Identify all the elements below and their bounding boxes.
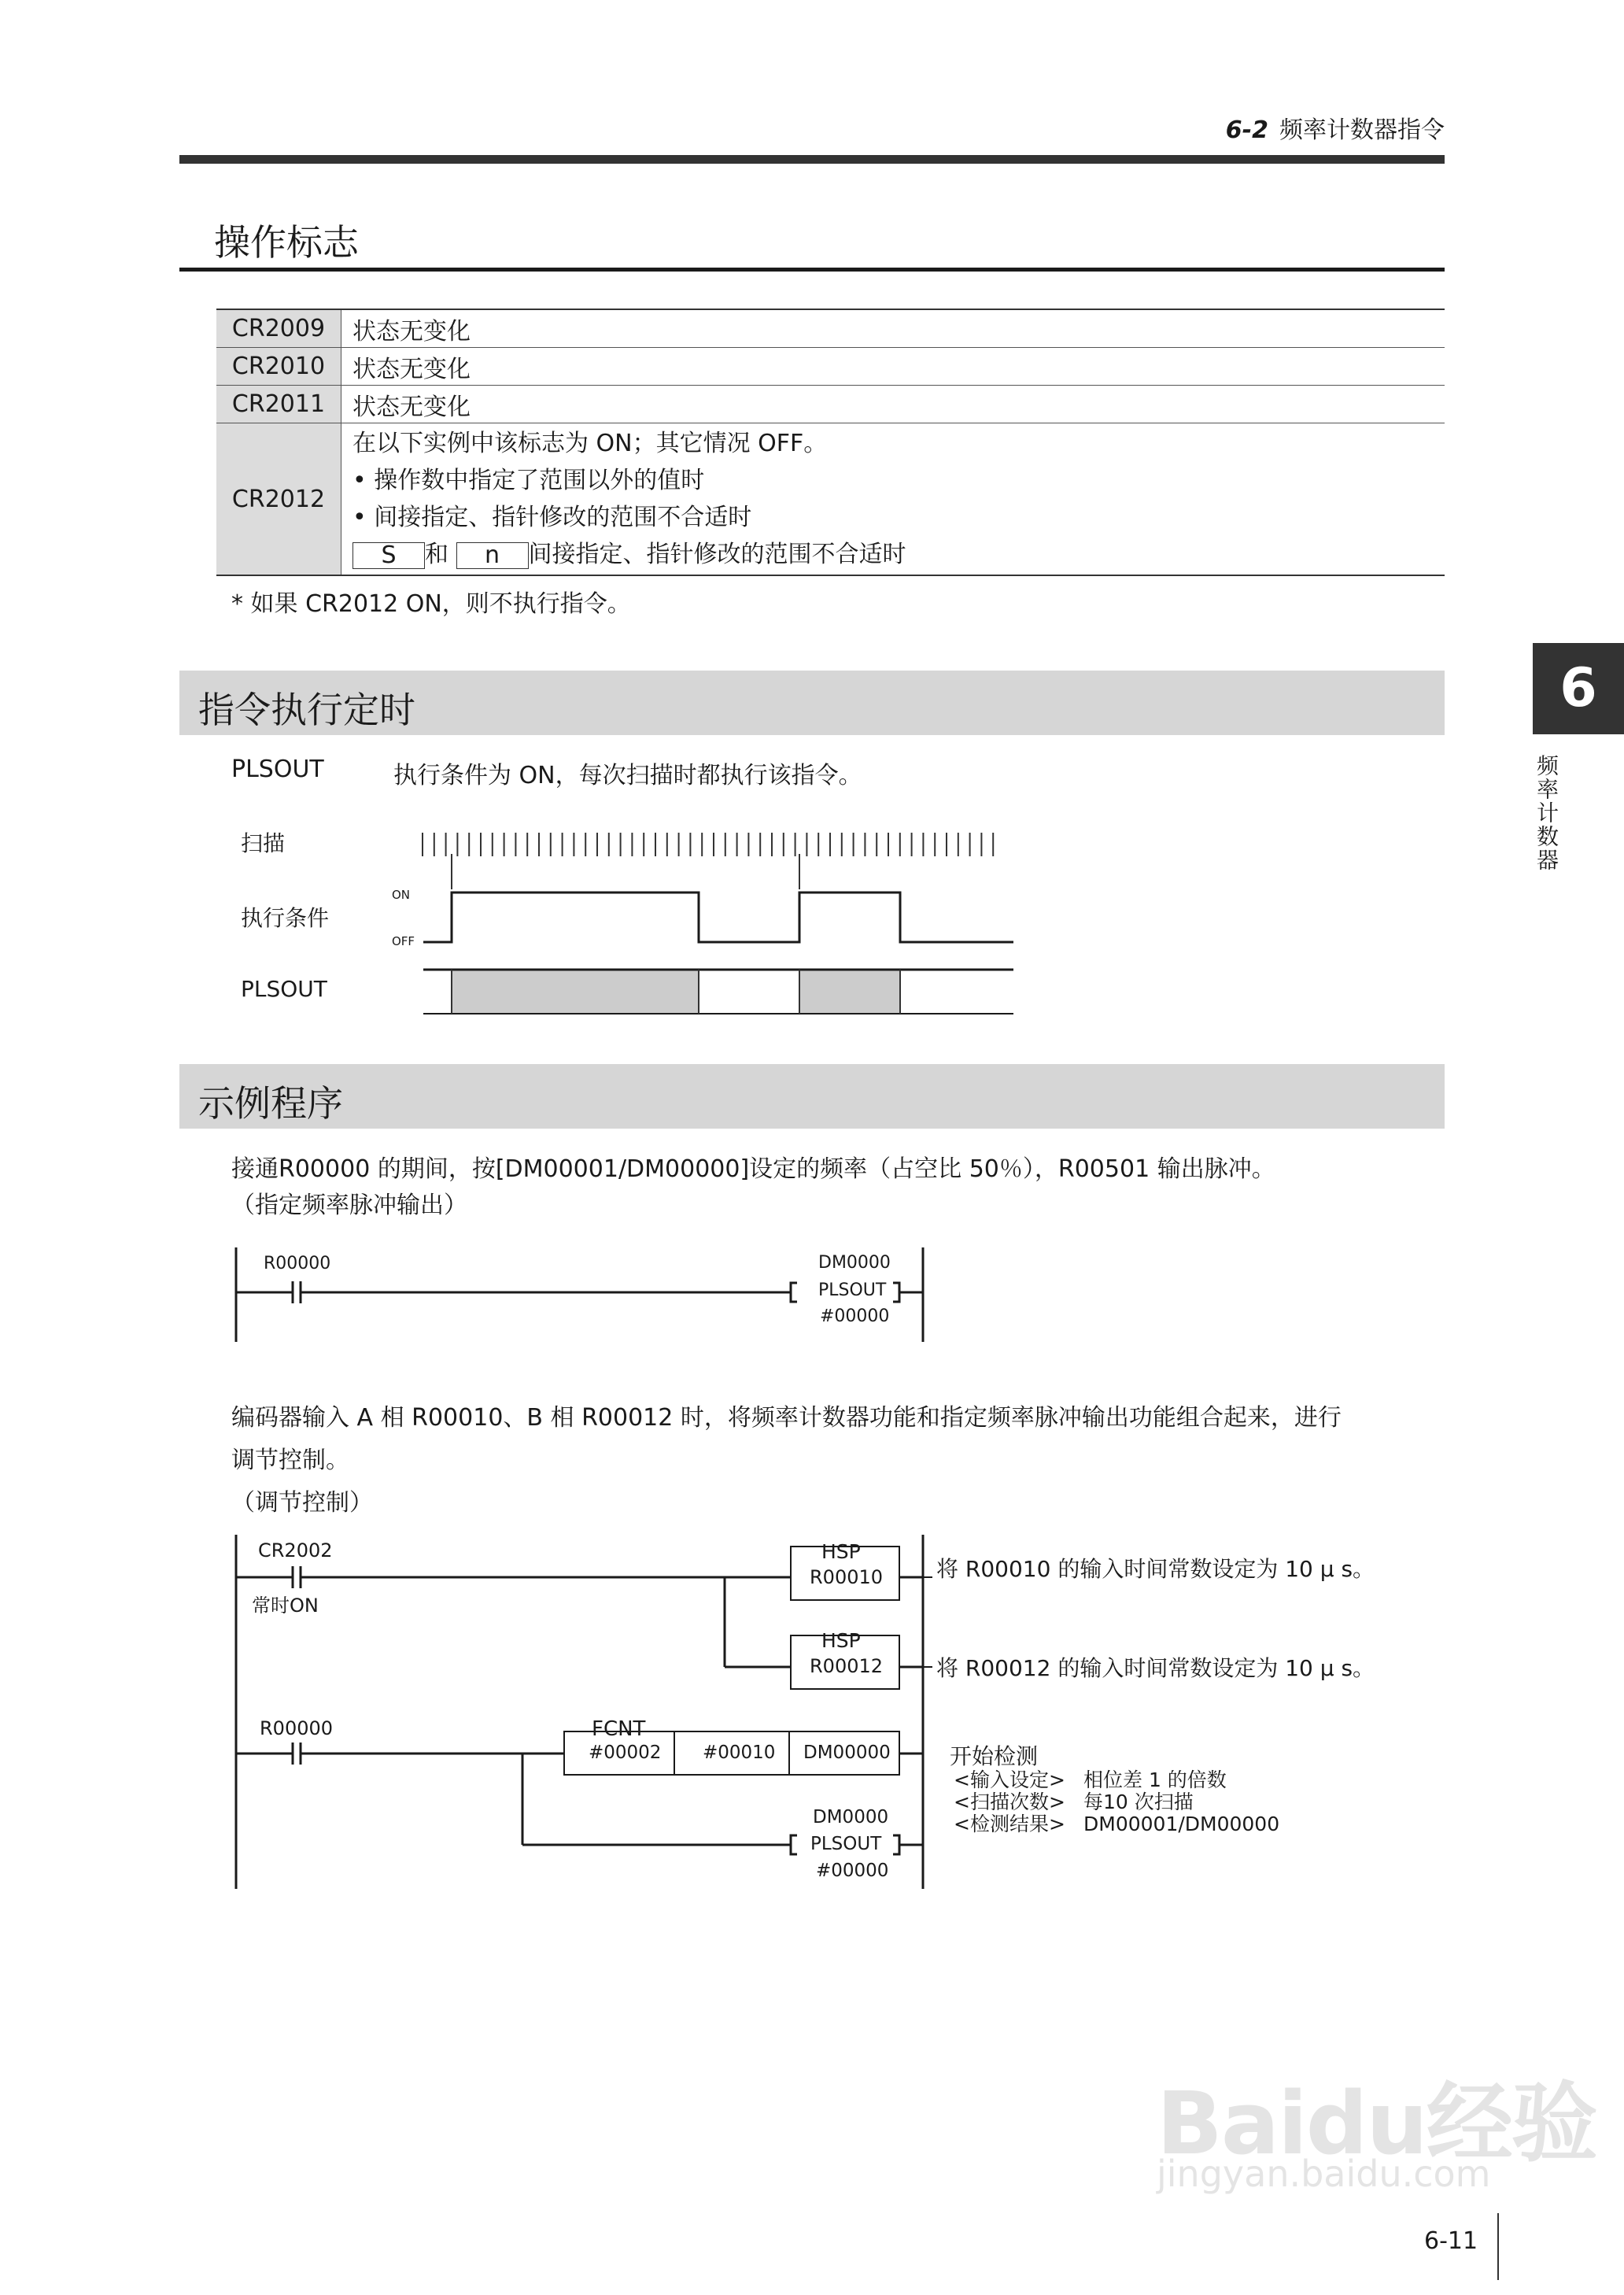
example-desc-1b: （指定频率脉冲输出） [231,1192,467,1219]
example-desc-2: 编码器输入 A 相 R00010、B 相 R00012 时，将频率计数器功能和指定频率脉冲输出功能组合起来，进行 [231,1404,1342,1432]
fcnt-op3: DM00000 [803,1743,891,1763]
footer-rule [1497,2213,1499,2280]
section-number: 6-2 [1225,116,1268,144]
timing-heading: 指令执行定时 [198,689,415,731]
hsp1-comment: 将 R00010 的输入时间常数设定为 10 μ s。 [936,1556,1375,1582]
ladder1-instr: PLSOUT [818,1281,887,1300]
operand-box-s: S [352,542,425,569]
hsp1-instr: HSP [821,1540,861,1563]
off-label: OFF [392,934,415,948]
hsp1-operand: R00010 [810,1566,884,1588]
fcnt-op2: #00010 [703,1743,776,1763]
example-heading-bar [179,1064,1445,1129]
cr2012-line4-tail: 间接指定、指针修改的范围不合适时 [528,541,906,568]
fcnt-op1: #00002 [589,1743,662,1763]
and-text: 和 [425,541,448,568]
flag-key: CR2010 [216,348,341,386]
on-label: ON [392,888,411,902]
condition-waveform [423,893,1013,942]
cr2012-line2: • 操作数中指定了范围以外的值时 [352,467,705,494]
flag-key: CR2011 [216,386,341,423]
fcnt-instr: FCNT [592,1717,646,1741]
cr2012-line1: 在以下实例中该标志为 ON；其它情况 OFF。 [352,430,828,457]
timing-instr: PLSOUT [231,756,324,783]
flag-value: 状态无变化 [341,348,1445,386]
ladder2-plsout-op2: #00000 [816,1861,889,1881]
operand-box-n: n [456,542,529,569]
cr2012-line3: • 间接指定、指针修改的范围不合适时 [352,504,752,531]
baidu-watermark-url: jingyan.baidu.com [1157,2153,1491,2195]
example-desc-1: 接通R00000 的期间，按[DM00001/DM00000]设定的频率（占空比 50％），R00501 输出脉冲。 [231,1155,1275,1183]
detect-comment-line: <输入设定> 相位差 1 的倍数 [954,1768,1227,1791]
ladder2-plsout-op1: DM0000 [813,1807,889,1828]
page-number: 6-11 [1424,2227,1478,2255]
detect-comment-title: 开始检测 [950,1743,1039,1769]
hsp2-comment: 将 R00012 的输入时间常数设定为 10 μ s。 [936,1655,1375,1681]
flags-note: * 如果 CR2012 ON，则不执行指令。 [231,590,631,618]
ladder2-contact1-note: 常时ON [252,1595,319,1617]
hsp2-operand: R00012 [810,1655,884,1677]
ladder2-plsout-instr: PLSOUT [810,1834,882,1854]
flag-key: CR2012 [216,423,341,576]
condition-label: 执行条件 [241,905,330,931]
ladder1-op1: DM0000 [818,1253,891,1273]
scan-label: 扫描 [241,830,286,856]
timing-desc: 执行条件为 ON，每次扫描时都执行该指令。 [393,762,862,789]
flag-key: CR2009 [216,309,341,348]
example-heading: 示例程序 [198,1082,343,1125]
output-label: PLSOUT [241,976,327,1002]
ladder1-op2: #00000 [820,1306,890,1326]
ladder2-contact2: R00000 [260,1717,334,1739]
flag-value: 状态无变化 [341,309,1445,348]
section-title: 频率计数器指令 [1279,116,1445,144]
detect-comment-lines [954,1769,1279,1835]
example-desc-2b: 调节控制。 [231,1447,349,1474]
ladder1-contact: R00000 [264,1254,331,1273]
scan-ticks [423,833,993,856]
baidu-watermark-logo: Baidu经验 [1157,2073,1596,2174]
hsp2-instr: HSP [821,1629,861,1652]
exec-block-1 [452,970,699,1014]
flag-value: 状态无变化 [341,386,1445,423]
chapter-tab[interactable]: 6 [1533,643,1624,734]
chapter-tab-label: 频率计数器 [1534,754,1559,872]
flags-heading: 操作标志 [214,221,359,264]
detect-comment-line: <检测结果> DM00001/DM00000 [954,1813,1280,1835]
ladder2-contact1: CR2002 [258,1539,333,1561]
example-desc-2c: （调节控制） [231,1489,373,1517]
detect-comment-line: <扫描次数> 每10 次扫描 [954,1791,1194,1813]
exec-block-2 [799,970,900,1014]
